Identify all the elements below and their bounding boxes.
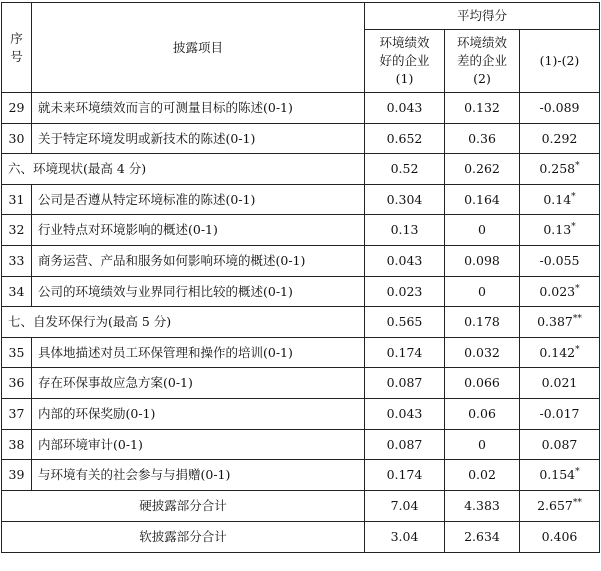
poor-score-cell: 0 bbox=[445, 276, 520, 307]
difference-value: 0.154 bbox=[539, 467, 576, 483]
difference-cell bbox=[520, 93, 600, 124]
row-number: 35 bbox=[2, 337, 32, 368]
poor-score-cell: 0 bbox=[445, 429, 520, 460]
difference-value: -0.017 bbox=[539, 405, 580, 421]
poor-score-cell: 0.164 bbox=[445, 184, 520, 215]
poor-score-cell: 0.36 bbox=[445, 123, 520, 154]
difference-value: 0.292 bbox=[541, 130, 578, 146]
row-number: 30 bbox=[2, 123, 32, 154]
difference-value: 2.657 bbox=[537, 497, 573, 513]
good-score-cell: 0.043 bbox=[365, 245, 445, 276]
row-number: 38 bbox=[2, 429, 32, 460]
poor-score-cell: 0.032 bbox=[445, 337, 520, 368]
poor-score-cell: 0.098 bbox=[445, 245, 520, 276]
total-row bbox=[2, 490, 600, 521]
difference-total-cell bbox=[520, 521, 600, 552]
difference-cell bbox=[520, 460, 600, 491]
significance-marker: * bbox=[571, 222, 576, 233]
good-score-cell: 0.174 bbox=[365, 460, 445, 491]
table-row bbox=[2, 93, 600, 124]
header-item: 披露项目 bbox=[32, 3, 365, 93]
table-row bbox=[2, 215, 600, 246]
difference-value: -0.089 bbox=[539, 99, 580, 115]
row-number: 33 bbox=[2, 245, 32, 276]
good-score-cell: 0.52 bbox=[365, 154, 445, 185]
table-row bbox=[2, 337, 600, 368]
difference-value: 0.258 bbox=[539, 161, 576, 177]
good-score-cell: 0.043 bbox=[365, 398, 445, 429]
section-label: 六、环境现状(最高 4 分) bbox=[2, 154, 365, 185]
row-number: 34 bbox=[2, 276, 32, 307]
difference-cell bbox=[520, 307, 600, 338]
poor-score-cell: 0.066 bbox=[445, 368, 520, 399]
good-score-cell: 0.13 bbox=[365, 215, 445, 246]
good-total-cell: 3.04 bbox=[365, 521, 445, 552]
difference-cell bbox=[520, 123, 600, 154]
header-good-performance: 环境绩效 好的企业 (1) bbox=[365, 30, 445, 93]
item-label: 公司是否遵从特定环境标准的陈述(0-1) bbox=[32, 184, 365, 215]
item-label: 商务运营、产品和服务如何影响环境的概述(0-1) bbox=[32, 245, 365, 276]
difference-cell bbox=[520, 429, 600, 460]
item-label: 就未来环境绩效而言的可测量目标的陈述(0-1) bbox=[32, 93, 365, 124]
good-score-cell: 0.565 bbox=[365, 307, 445, 338]
table-row bbox=[2, 123, 600, 154]
row-number: 32 bbox=[2, 215, 32, 246]
header-difference: (1)-(2) bbox=[520, 30, 600, 93]
difference-value: 0.021 bbox=[541, 375, 578, 391]
item-label: 内部的环保奖励(0-1) bbox=[32, 398, 365, 429]
item-label: 行业特点对环境影响的概述(0-1) bbox=[32, 215, 365, 246]
item-label: 具体地描述对员工环保管理和操作的培训(0-1) bbox=[32, 337, 365, 368]
difference-value: -0.055 bbox=[539, 252, 580, 268]
good-score-cell: 0.652 bbox=[365, 123, 445, 154]
table-row bbox=[2, 184, 600, 215]
poor-score-cell: 0.178 bbox=[445, 307, 520, 338]
difference-cell bbox=[520, 215, 600, 246]
table-row bbox=[2, 245, 600, 276]
section-label: 七、自发环保行为(最高 5 分) bbox=[2, 307, 365, 338]
difference-total-cell bbox=[520, 490, 600, 521]
row-number: 39 bbox=[2, 460, 32, 491]
significance-marker: ** bbox=[572, 313, 582, 324]
header-poor-performance: 环境绩效 差的企业 (2) bbox=[445, 30, 520, 93]
significance-marker: ** bbox=[572, 497, 582, 508]
poor-total-cell: 2.634 bbox=[445, 521, 520, 552]
good-score-cell: 0.304 bbox=[365, 184, 445, 215]
difference-cell bbox=[520, 337, 600, 368]
difference-cell bbox=[520, 154, 600, 185]
table-row bbox=[2, 460, 600, 491]
disclosure-score-table bbox=[1, 2, 600, 553]
table-row bbox=[2, 398, 600, 429]
good-score-cell: 0.023 bbox=[365, 276, 445, 307]
total-row bbox=[2, 521, 600, 552]
difference-value: 0.387 bbox=[537, 314, 573, 330]
item-label: 公司的环境绩效与业界同行相比较的概述(0-1) bbox=[32, 276, 365, 307]
difference-value: 0.142 bbox=[539, 344, 576, 360]
poor-score-cell: 0 bbox=[445, 215, 520, 246]
good-score-cell: 0.087 bbox=[365, 429, 445, 460]
difference-cell bbox=[520, 276, 600, 307]
significance-marker: * bbox=[575, 283, 580, 294]
poor-total-cell: 4.383 bbox=[445, 490, 520, 521]
difference-value: 0.13 bbox=[543, 222, 572, 238]
poor-score-cell: 0.262 bbox=[445, 154, 520, 185]
item-label: 存在环保事故应急方案(0-1) bbox=[32, 368, 365, 399]
good-score-cell: 0.087 bbox=[365, 368, 445, 399]
table-row bbox=[2, 276, 600, 307]
difference-value: 0.406 bbox=[541, 528, 578, 544]
difference-value: 0.087 bbox=[541, 436, 578, 452]
poor-score-cell: 0.02 bbox=[445, 460, 520, 491]
difference-cell bbox=[520, 245, 600, 276]
item-label: 与环境有关的社会参与与捐赠(0-1) bbox=[32, 460, 365, 491]
difference-cell bbox=[520, 368, 600, 399]
item-label: 关于特定环境发明或新技术的陈述(0-1) bbox=[32, 123, 365, 154]
good-score-cell: 0.174 bbox=[365, 337, 445, 368]
difference-cell bbox=[520, 184, 600, 215]
header-seq: 序 号 bbox=[2, 3, 32, 93]
good-total-cell: 7.04 bbox=[365, 490, 445, 521]
significance-marker: * bbox=[575, 161, 580, 172]
table-row bbox=[2, 368, 600, 399]
section-row bbox=[2, 154, 600, 185]
poor-score-cell: 0.132 bbox=[445, 93, 520, 124]
total-label: 软披露部分合计 bbox=[2, 521, 365, 552]
row-number: 29 bbox=[2, 93, 32, 124]
poor-score-cell: 0.06 bbox=[445, 398, 520, 429]
section-row bbox=[2, 307, 600, 338]
difference-value: 0.14 bbox=[543, 191, 572, 207]
row-number: 31 bbox=[2, 184, 32, 215]
difference-value: 0.023 bbox=[539, 283, 576, 299]
good-score-cell: 0.043 bbox=[365, 93, 445, 124]
significance-marker: * bbox=[571, 191, 576, 202]
total-label: 硬披露部分合计 bbox=[2, 490, 365, 521]
row-number: 36 bbox=[2, 368, 32, 399]
significance-marker: * bbox=[575, 344, 580, 355]
significance-marker: * bbox=[575, 466, 580, 477]
item-label: 内部环境审计(0-1) bbox=[32, 429, 365, 460]
row-number: 37 bbox=[2, 398, 32, 429]
header-average-score: 平均得分 bbox=[365, 3, 600, 30]
difference-cell bbox=[520, 398, 600, 429]
table-row bbox=[2, 429, 600, 460]
